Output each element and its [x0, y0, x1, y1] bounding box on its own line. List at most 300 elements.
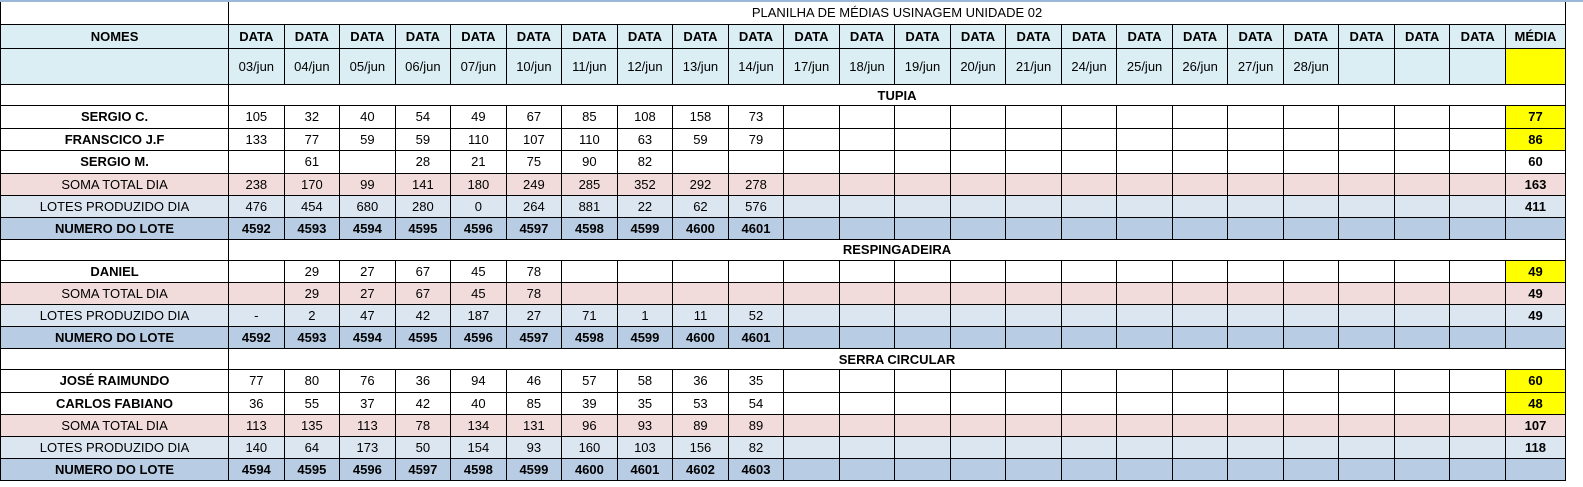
- value-cell[interactable]: 71: [562, 305, 618, 327]
- value-cell[interactable]: [1172, 370, 1228, 393]
- value-cell[interactable]: [1117, 327, 1173, 349]
- value-cell[interactable]: [1117, 392, 1173, 415]
- value-cell[interactable]: [1339, 217, 1395, 239]
- value-cell[interactable]: [1006, 305, 1062, 327]
- value-cell[interactable]: 105: [229, 106, 285, 129]
- value-cell[interactable]: 160: [562, 437, 618, 459]
- value-cell[interactable]: [1339, 260, 1395, 283]
- value-cell[interactable]: 75: [506, 151, 562, 174]
- value-cell[interactable]: [895, 459, 951, 481]
- value-cell[interactable]: [839, 128, 895, 151]
- value-cell[interactable]: [950, 217, 1006, 239]
- value-cell[interactable]: [1006, 327, 1062, 349]
- row-name[interactable]: SERGIO C.: [1, 106, 229, 129]
- value-cell[interactable]: 454: [284, 195, 340, 217]
- value-cell[interactable]: 61: [284, 151, 340, 174]
- value-cell[interactable]: 54: [728, 392, 784, 415]
- value-cell[interactable]: 82: [617, 151, 673, 174]
- value-cell[interactable]: [895, 217, 951, 239]
- value-cell[interactable]: 11: [673, 305, 729, 327]
- value-cell[interactable]: [1394, 173, 1450, 195]
- value-cell[interactable]: 53: [673, 392, 729, 415]
- value-cell[interactable]: 77: [229, 370, 285, 393]
- value-cell[interactable]: [1061, 327, 1117, 349]
- row-name[interactable]: SERGIO M.: [1, 151, 229, 174]
- value-cell[interactable]: [1394, 260, 1450, 283]
- media-cell[interactable]: 60: [1505, 370, 1565, 393]
- value-cell[interactable]: [1061, 305, 1117, 327]
- date-cell[interactable]: 11/jun: [562, 49, 618, 85]
- value-cell[interactable]: 94: [451, 370, 507, 393]
- value-cell[interactable]: [1283, 459, 1339, 481]
- date-cell[interactable]: [1394, 49, 1450, 85]
- value-cell[interactable]: 54: [395, 106, 451, 129]
- row-name[interactable]: FRANSCICO J.F: [1, 128, 229, 151]
- value-cell[interactable]: [784, 459, 840, 481]
- value-cell[interactable]: [1172, 283, 1228, 305]
- media-cell[interactable]: 77: [1505, 106, 1565, 129]
- value-cell[interactable]: [1061, 370, 1117, 393]
- value-cell[interactable]: [1172, 392, 1228, 415]
- value-cell[interactable]: 4595: [395, 327, 451, 349]
- value-cell[interactable]: 67: [395, 260, 451, 283]
- value-cell[interactable]: 1: [617, 305, 673, 327]
- value-cell[interactable]: [1172, 151, 1228, 174]
- media-cell[interactable]: [1505, 327, 1565, 349]
- value-cell[interactable]: 2: [284, 305, 340, 327]
- value-cell[interactable]: [895, 260, 951, 283]
- value-cell[interactable]: [1006, 459, 1062, 481]
- value-cell[interactable]: 40: [451, 392, 507, 415]
- value-cell[interactable]: 64: [284, 437, 340, 459]
- value-cell[interactable]: 4597: [506, 327, 562, 349]
- value-cell[interactable]: [950, 195, 1006, 217]
- value-cell[interactable]: [784, 283, 840, 305]
- row-name[interactable]: CARLOS FABIANO: [1, 392, 229, 415]
- row-name[interactable]: SOMA TOTAL DIA: [1, 173, 229, 195]
- value-cell[interactable]: [1172, 173, 1228, 195]
- value-cell[interactable]: [1172, 415, 1228, 437]
- value-cell[interactable]: [784, 217, 840, 239]
- value-cell[interactable]: [950, 283, 1006, 305]
- value-cell[interactable]: 110: [562, 128, 618, 151]
- row-name[interactable]: LOTES PRODUZIDO DIA: [1, 437, 229, 459]
- value-cell[interactable]: [728, 283, 784, 305]
- value-cell[interactable]: [1450, 327, 1506, 349]
- value-cell[interactable]: [1117, 151, 1173, 174]
- value-cell[interactable]: [1061, 437, 1117, 459]
- value-cell[interactable]: 576: [728, 195, 784, 217]
- blank-corner-cell[interactable]: [1, 1, 229, 25]
- value-cell[interactable]: [1006, 392, 1062, 415]
- value-cell[interactable]: [839, 305, 895, 327]
- value-cell[interactable]: [1172, 459, 1228, 481]
- value-cell[interactable]: [1006, 283, 1062, 305]
- value-cell[interactable]: 57: [562, 370, 618, 393]
- value-cell[interactable]: [895, 437, 951, 459]
- value-cell[interactable]: 135: [284, 415, 340, 437]
- value-cell[interactable]: 76: [340, 370, 396, 393]
- value-cell[interactable]: 4599: [617, 327, 673, 349]
- value-cell[interactable]: [839, 392, 895, 415]
- value-cell[interactable]: 35: [728, 370, 784, 393]
- value-cell[interactable]: [1394, 106, 1450, 129]
- value-cell[interactable]: 58: [617, 370, 673, 393]
- media-cell[interactable]: [1505, 217, 1565, 239]
- header-data[interactable]: DATA: [1228, 25, 1284, 49]
- value-cell[interactable]: 173: [340, 437, 396, 459]
- value-cell[interactable]: [1394, 370, 1450, 393]
- value-cell[interactable]: 278: [728, 173, 784, 195]
- value-cell[interactable]: [1061, 106, 1117, 129]
- value-cell[interactable]: [950, 459, 1006, 481]
- value-cell[interactable]: [1339, 195, 1395, 217]
- value-cell[interactable]: 4600: [673, 327, 729, 349]
- value-cell[interactable]: [784, 327, 840, 349]
- value-cell[interactable]: 37: [340, 392, 396, 415]
- value-cell[interactable]: [1394, 195, 1450, 217]
- value-cell[interactable]: [1283, 415, 1339, 437]
- value-cell[interactable]: [1450, 260, 1506, 283]
- value-cell[interactable]: [950, 151, 1006, 174]
- section-blank-cell[interactable]: [1, 85, 229, 106]
- value-cell[interactable]: [784, 106, 840, 129]
- value-cell[interactable]: [1283, 217, 1339, 239]
- value-cell[interactable]: [839, 217, 895, 239]
- value-cell[interactable]: 85: [506, 392, 562, 415]
- value-cell[interactable]: [950, 173, 1006, 195]
- value-cell[interactable]: 133: [229, 128, 285, 151]
- value-cell[interactable]: [839, 173, 895, 195]
- value-cell[interactable]: 82: [728, 437, 784, 459]
- value-cell[interactable]: 4593: [284, 217, 340, 239]
- value-cell[interactable]: [1339, 283, 1395, 305]
- value-cell[interactable]: 67: [506, 106, 562, 129]
- value-cell[interactable]: 881: [562, 195, 618, 217]
- value-cell[interactable]: [895, 283, 951, 305]
- value-cell[interactable]: [1172, 305, 1228, 327]
- value-cell[interactable]: 4601: [728, 327, 784, 349]
- value-cell[interactable]: 62: [673, 195, 729, 217]
- value-cell[interactable]: [1117, 459, 1173, 481]
- header-data[interactable]: DATA: [1006, 25, 1062, 49]
- value-cell[interactable]: [1450, 459, 1506, 481]
- value-cell[interactable]: 4595: [395, 217, 451, 239]
- value-cell[interactable]: [784, 392, 840, 415]
- value-cell[interactable]: 264: [506, 195, 562, 217]
- value-cell[interactable]: [1450, 392, 1506, 415]
- value-cell[interactable]: [839, 195, 895, 217]
- value-cell[interactable]: [1339, 173, 1395, 195]
- value-cell[interactable]: 238: [229, 173, 285, 195]
- value-cell[interactable]: [1394, 415, 1450, 437]
- value-cell[interactable]: [950, 106, 1006, 129]
- value-cell[interactable]: [839, 151, 895, 174]
- value-cell[interactable]: 4598: [562, 217, 618, 239]
- value-cell[interactable]: 131: [506, 415, 562, 437]
- value-cell[interactable]: [1006, 260, 1062, 283]
- value-cell[interactable]: [1283, 128, 1339, 151]
- value-cell[interactable]: 90: [562, 151, 618, 174]
- date-cell[interactable]: 03/jun: [229, 49, 285, 85]
- date-cell[interactable]: 12/jun: [617, 49, 673, 85]
- value-cell[interactable]: [1339, 415, 1395, 437]
- date-cell[interactable]: 10/jun: [506, 49, 562, 85]
- value-cell[interactable]: [1006, 195, 1062, 217]
- header-data[interactable]: DATA: [673, 25, 729, 49]
- value-cell[interactable]: [1228, 260, 1284, 283]
- value-cell[interactable]: [1339, 327, 1395, 349]
- value-cell[interactable]: [784, 128, 840, 151]
- value-cell[interactable]: 45: [451, 283, 507, 305]
- value-cell[interactable]: 4594: [340, 327, 396, 349]
- media-cell[interactable]: 411: [1505, 195, 1565, 217]
- value-cell[interactable]: [1394, 392, 1450, 415]
- media-cell[interactable]: 49: [1505, 305, 1565, 327]
- value-cell[interactable]: [895, 195, 951, 217]
- value-cell[interactable]: [1006, 128, 1062, 151]
- value-cell[interactable]: 36: [395, 370, 451, 393]
- value-cell[interactable]: [1283, 195, 1339, 217]
- date-cell[interactable]: 18/jun: [839, 49, 895, 85]
- value-cell[interactable]: 134: [451, 415, 507, 437]
- value-cell[interactable]: [784, 370, 840, 393]
- value-cell[interactable]: 4602: [673, 459, 729, 481]
- value-cell[interactable]: [1061, 415, 1117, 437]
- value-cell[interactable]: [1117, 173, 1173, 195]
- header-data[interactable]: DATA: [1061, 25, 1117, 49]
- value-cell[interactable]: [1117, 195, 1173, 217]
- value-cell[interactable]: [1228, 327, 1284, 349]
- value-cell[interactable]: [1394, 283, 1450, 305]
- value-cell[interactable]: 141: [395, 173, 451, 195]
- value-cell[interactable]: 292: [673, 173, 729, 195]
- value-cell[interactable]: [1228, 392, 1284, 415]
- value-cell[interactable]: [1117, 106, 1173, 129]
- value-cell[interactable]: [1228, 151, 1284, 174]
- value-cell[interactable]: [1339, 106, 1395, 129]
- header-data[interactable]: DATA: [229, 25, 285, 49]
- header-data[interactable]: DATA: [284, 25, 340, 49]
- value-cell[interactable]: [1117, 128, 1173, 151]
- value-cell[interactable]: 59: [340, 128, 396, 151]
- value-cell[interactable]: [950, 260, 1006, 283]
- date-cell[interactable]: 21/jun: [1006, 49, 1062, 85]
- value-cell[interactable]: [1228, 283, 1284, 305]
- value-cell[interactable]: 45: [451, 260, 507, 283]
- value-cell[interactable]: [950, 392, 1006, 415]
- value-cell[interactable]: -: [229, 305, 285, 327]
- value-cell[interactable]: 170: [284, 173, 340, 195]
- value-cell[interactable]: [562, 283, 618, 305]
- value-cell[interactable]: [1283, 151, 1339, 174]
- value-cell[interactable]: [1339, 151, 1395, 174]
- value-cell[interactable]: [895, 173, 951, 195]
- value-cell[interactable]: 110: [451, 128, 507, 151]
- value-cell[interactable]: 73: [728, 106, 784, 129]
- value-cell[interactable]: 249: [506, 173, 562, 195]
- value-cell[interactable]: [1172, 128, 1228, 151]
- value-cell[interactable]: 42: [395, 392, 451, 415]
- media-cell[interactable]: 48: [1505, 392, 1565, 415]
- value-cell[interactable]: 4594: [340, 217, 396, 239]
- value-cell[interactable]: 113: [340, 415, 396, 437]
- value-cell[interactable]: 285: [562, 173, 618, 195]
- value-cell[interactable]: 36: [673, 370, 729, 393]
- value-cell[interactable]: 63: [617, 128, 673, 151]
- value-cell[interactable]: 27: [340, 283, 396, 305]
- header-data[interactable]: DATA: [506, 25, 562, 49]
- value-cell[interactable]: [1228, 106, 1284, 129]
- header-data[interactable]: DATA: [784, 25, 840, 49]
- value-cell[interactable]: [1394, 151, 1450, 174]
- date-cell[interactable]: 24/jun: [1061, 49, 1117, 85]
- value-cell[interactable]: [895, 305, 951, 327]
- value-cell[interactable]: [1394, 305, 1450, 327]
- value-cell[interactable]: 46: [506, 370, 562, 393]
- value-cell[interactable]: 29: [284, 260, 340, 283]
- value-cell[interactable]: 49: [451, 106, 507, 129]
- value-cell[interactable]: [1006, 217, 1062, 239]
- value-cell[interactable]: [728, 151, 784, 174]
- value-cell[interactable]: [895, 370, 951, 393]
- value-cell[interactable]: [1061, 260, 1117, 283]
- value-cell[interactable]: 187: [451, 305, 507, 327]
- value-cell[interactable]: [1228, 217, 1284, 239]
- value-cell[interactable]: [1172, 437, 1228, 459]
- value-cell[interactable]: [1394, 128, 1450, 151]
- header-data[interactable]: DATA: [1283, 25, 1339, 49]
- header-data[interactable]: DATA: [839, 25, 895, 49]
- value-cell[interactable]: 4599: [506, 459, 562, 481]
- value-cell[interactable]: [229, 260, 285, 283]
- date-cell[interactable]: 05/jun: [340, 49, 396, 85]
- header-data[interactable]: DATA: [1394, 25, 1450, 49]
- row-name[interactable]: SOMA TOTAL DIA: [1, 283, 229, 305]
- value-cell[interactable]: 180: [451, 173, 507, 195]
- value-cell[interactable]: 96: [562, 415, 618, 437]
- value-cell[interactable]: 280: [395, 195, 451, 217]
- header-data[interactable]: DATA: [1339, 25, 1395, 49]
- header-data[interactable]: DATA: [1172, 25, 1228, 49]
- header-data[interactable]: DATA: [895, 25, 951, 49]
- date-cell[interactable]: 28/jun: [1283, 49, 1339, 85]
- value-cell[interactable]: [1172, 195, 1228, 217]
- value-cell[interactable]: 476: [229, 195, 285, 217]
- value-cell[interactable]: [784, 437, 840, 459]
- value-cell[interactable]: [1283, 392, 1339, 415]
- value-cell[interactable]: [1450, 217, 1506, 239]
- header-data[interactable]: DATA: [1117, 25, 1173, 49]
- value-cell[interactable]: 42: [395, 305, 451, 327]
- value-cell[interactable]: [895, 327, 951, 349]
- value-cell[interactable]: [1339, 370, 1395, 393]
- value-cell[interactable]: 4601: [728, 217, 784, 239]
- value-cell[interactable]: [839, 260, 895, 283]
- value-cell[interactable]: 36: [229, 392, 285, 415]
- row-name[interactable]: NUMERO DO LOTE: [1, 217, 229, 239]
- date-cell[interactable]: [1450, 49, 1506, 85]
- value-cell[interactable]: [229, 151, 285, 174]
- value-cell[interactable]: 89: [728, 415, 784, 437]
- value-cell[interactable]: [1117, 305, 1173, 327]
- media-cell[interactable]: 49: [1505, 283, 1565, 305]
- value-cell[interactable]: [1117, 437, 1173, 459]
- value-cell[interactable]: [728, 260, 784, 283]
- value-cell[interactable]: [1061, 459, 1117, 481]
- value-cell[interactable]: 4593: [284, 327, 340, 349]
- value-cell[interactable]: [784, 415, 840, 437]
- value-cell[interactable]: [617, 283, 673, 305]
- value-cell[interactable]: 4598: [451, 459, 507, 481]
- value-cell[interactable]: [1339, 128, 1395, 151]
- row-name[interactable]: DANIEL: [1, 260, 229, 283]
- media-cell[interactable]: 118: [1505, 437, 1565, 459]
- value-cell[interactable]: 352: [617, 173, 673, 195]
- value-cell[interactable]: [839, 415, 895, 437]
- value-cell[interactable]: [1283, 370, 1339, 393]
- value-cell[interactable]: [1061, 392, 1117, 415]
- value-cell[interactable]: 4596: [340, 459, 396, 481]
- header-data[interactable]: DATA: [562, 25, 618, 49]
- row-name[interactable]: LOTES PRODUZIDO DIA: [1, 195, 229, 217]
- value-cell[interactable]: [1450, 173, 1506, 195]
- value-cell[interactable]: [617, 260, 673, 283]
- date-cell[interactable]: [1339, 49, 1395, 85]
- value-cell[interactable]: [1006, 437, 1062, 459]
- value-cell[interactable]: [1283, 327, 1339, 349]
- value-cell[interactable]: [895, 392, 951, 415]
- row-name[interactable]: NUMERO DO LOTE: [1, 327, 229, 349]
- value-cell[interactable]: [1283, 106, 1339, 129]
- value-cell[interactable]: [1394, 217, 1450, 239]
- value-cell[interactable]: 78: [395, 415, 451, 437]
- value-cell[interactable]: 4597: [395, 459, 451, 481]
- value-cell[interactable]: [673, 151, 729, 174]
- value-cell[interactable]: [1450, 370, 1506, 393]
- value-cell[interactable]: [895, 106, 951, 129]
- value-cell[interactable]: [895, 151, 951, 174]
- value-cell[interactable]: [1339, 459, 1395, 481]
- value-cell[interactable]: [1172, 106, 1228, 129]
- date-cell[interactable]: 20/jun: [950, 49, 1006, 85]
- value-cell[interactable]: [1228, 459, 1284, 481]
- value-cell[interactable]: [1172, 327, 1228, 349]
- value-cell[interactable]: [1283, 437, 1339, 459]
- date-cell[interactable]: 26/jun: [1172, 49, 1228, 85]
- value-cell[interactable]: [1283, 283, 1339, 305]
- value-cell[interactable]: [1450, 195, 1506, 217]
- value-cell[interactable]: [1450, 283, 1506, 305]
- value-cell[interactable]: [895, 415, 951, 437]
- value-cell[interactable]: [673, 260, 729, 283]
- value-cell[interactable]: 113: [229, 415, 285, 437]
- value-cell[interactable]: [1394, 459, 1450, 481]
- value-cell[interactable]: 93: [506, 437, 562, 459]
- value-cell[interactable]: [1061, 173, 1117, 195]
- value-cell[interactable]: 93: [617, 415, 673, 437]
- value-cell[interactable]: 28: [395, 151, 451, 174]
- date-cell[interactable]: 14/jun: [728, 49, 784, 85]
- value-cell[interactable]: 158: [673, 106, 729, 129]
- value-cell[interactable]: [1117, 260, 1173, 283]
- header-data[interactable]: DATA: [1450, 25, 1506, 49]
- date-cell[interactable]: 25/jun: [1117, 49, 1173, 85]
- value-cell[interactable]: [950, 437, 1006, 459]
- value-cell[interactable]: 59: [673, 128, 729, 151]
- value-cell[interactable]: [839, 327, 895, 349]
- value-cell[interactable]: [1283, 173, 1339, 195]
